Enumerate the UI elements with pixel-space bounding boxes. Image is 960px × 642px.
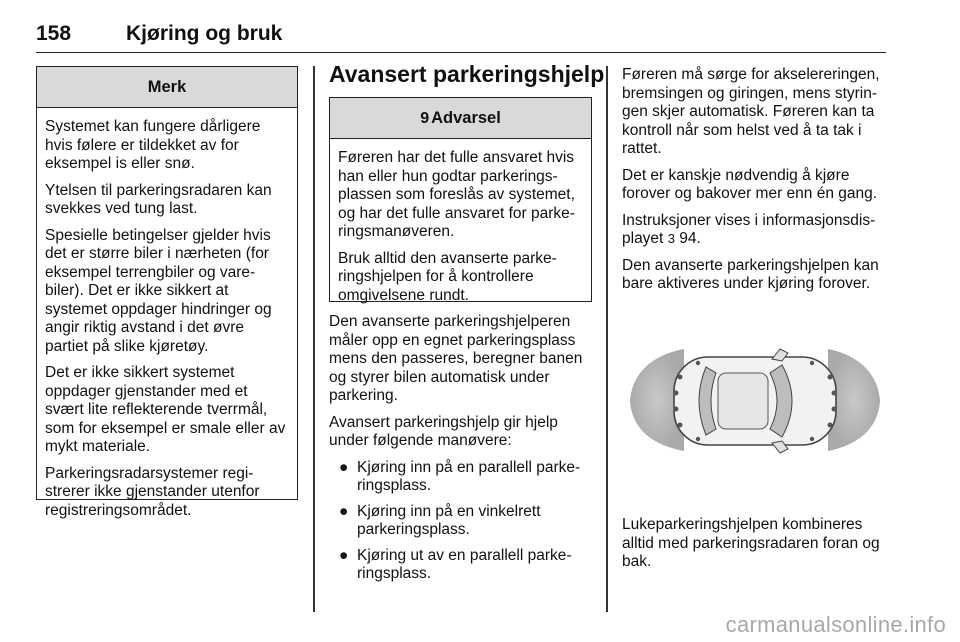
list-item	[329, 547, 592, 584]
body-paragraph: Det er kanskje nødvendig å kjøre forover og bakover mer enn én gang.	[622, 166, 878, 202]
warning-paragraph: Føreren har det fulle ansvaret hvis han eller hun godtar parkerings-plassen som foreslås av systemet, og har det fulle ansvaret for parke-ringsmanøveren.	[338, 149, 575, 240]
list-item-text: Kjøring inn på en parallell parke-ringsplass.	[357, 458, 581, 494]
body-paragraph: Den avanserte parkeringshjelpen kan bare aktiveres under kjøring forover.	[622, 256, 879, 292]
section-body	[329, 313, 592, 591]
xref-text: Instruksjoner vises i informasjonsdis-playet	[622, 211, 876, 247]
chapter-title: Kjøring og bruk	[126, 22, 283, 45]
column3-text	[622, 66, 887, 302]
column3-bottom-text	[622, 516, 887, 580]
xref-page-link[interactable]: 94.	[679, 230, 701, 247]
bullet-icon: ●	[339, 458, 349, 476]
note-paragraph: Ytelsen til parkeringsradaren kan svekkes ved tung last.	[45, 181, 272, 217]
note-paragraph: Spesielle betingelser gjelder hvis det er større biler i nærheten (for eksempel terrengbiler og vare-biler). Det er ikke sikkert at systemet oppdager hindringer og angir riktig avstand i det øvre partiet på slike kjøretøy.	[45, 226, 272, 355]
site-watermark: carmanualsonline.info	[725, 612, 946, 637]
maneuver-list	[329, 459, 592, 584]
bullet-icon: ●	[339, 502, 349, 520]
list-item-text: Kjøring ut av en parallell parke-ringsplass.	[357, 546, 572, 582]
warning-body	[330, 139, 591, 305]
note-body	[37, 108, 297, 520]
xref-paragraph	[622, 212, 887, 249]
car-top-view-icon	[622, 293, 885, 500]
sensor-dot	[832, 391, 837, 396]
list-item-text: Kjøring inn på en vinkelrett parkeringsplass.	[357, 502, 541, 538]
note-paragraph: Det er ikke sikkert systemet oppdager gjenstander med et svært lite reflekterende tverrmål, som for eksempel er smale eller av mykt materiale.	[45, 364, 286, 455]
xref-arrow-icon: 3	[667, 231, 675, 246]
sensor-dot	[832, 407, 837, 412]
body-paragraph: Lukeparkeringshjelpen kombineres alltid med parkeringsradaren foran og bak.	[622, 516, 880, 570]
body-paragraph: Føreren må sørge for akselereringen, bremsingen og giringen, mens styrin-gen skjer automatisk. Føreren kan ta kontroll når som helst ved å ta tak i rattet.	[622, 66, 880, 157]
warning-header	[330, 98, 591, 139]
sensor-dot	[674, 391, 679, 396]
note-title: Merk	[37, 67, 297, 108]
list-item	[329, 459, 592, 496]
sensor-dot	[810, 437, 814, 441]
note-box	[36, 66, 298, 519]
note-paragraph: Systemet kan fungere dårligere hvis følere er tildekket av for eksempel is eller snø.	[45, 118, 261, 172]
warning-title: Advarsel	[431, 109, 501, 127]
bullet-icon: ●	[339, 546, 349, 564]
parking-sensor-illustration	[622, 293, 885, 500]
sensor-dot	[678, 375, 683, 380]
warning-box	[329, 97, 592, 302]
car-roof	[718, 373, 768, 429]
warning-icon: 9	[420, 110, 430, 127]
sensor-dot	[696, 361, 700, 365]
list-item	[329, 503, 592, 540]
note-paragraph: Parkeringsradarsystemer regi-strerer ikke gjenstander utenfor registreringsområdet.	[45, 464, 260, 519]
sensor-dot	[810, 361, 814, 365]
page-number: 158	[36, 22, 72, 45]
column-divider-left	[313, 66, 315, 612]
sensor-dot	[678, 423, 683, 428]
sensor-dot	[674, 407, 679, 412]
sensor-dot	[828, 375, 833, 380]
sensor-dot	[828, 423, 833, 428]
column-divider-right	[606, 66, 608, 612]
body-paragraph: Avansert parkeringshjelp gir hjelp under følgende manøvere:	[329, 413, 558, 449]
sensor-dot	[696, 437, 700, 441]
section-title: Avansert parkeringshjelp	[329, 61, 605, 87]
warning-paragraph: Bruk alltid den avanserte parke-ringshjelpen for å kontrollere omgivelsene rundt.	[338, 249, 557, 304]
body-paragraph: Den avanserte parkeringshjelperen måler opp en egnet parkeringsplass mens den passeres, beregner banen og styrer bilen automatisk under parkering.	[329, 313, 583, 404]
page-header	[36, 22, 886, 53]
